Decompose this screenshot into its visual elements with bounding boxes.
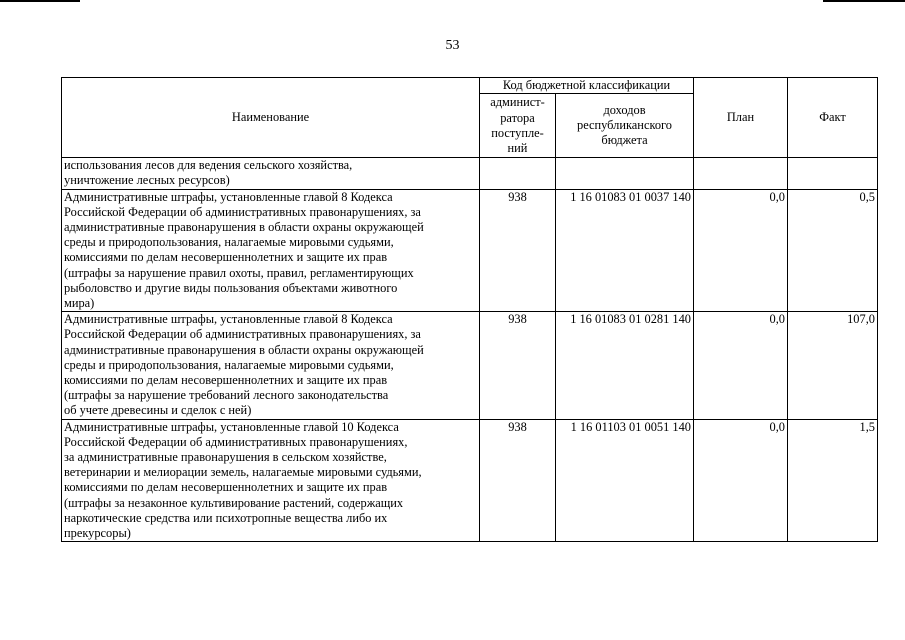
row-plan: 0,0	[694, 189, 788, 312]
budget-table	[61, 77, 878, 542]
row-fact: 1,5	[788, 419, 878, 542]
row-name: Административные штрафы, установленные главой 10 Кодекса Российской Федерации об административных правонарушениях, за административные правонарушения в сельском хозяйстве, ветеринарии и мелиорации земель, налагаемые мировыми судьями, комиссиями по делам несовершеннолетних и защите их прав (штрафы за незаконное культивирование растений, содержащих наркотические средства или психотропные вещества либо их прекурсоры)	[62, 419, 480, 542]
header-fact: Факт	[788, 78, 878, 158]
row-admin-code: 938	[480, 189, 556, 312]
row-fact: 0,5	[788, 189, 878, 312]
header-name: Наименование	[62, 78, 480, 158]
row-plan: 0,0	[694, 419, 788, 542]
row-revenue-code: 1 16 01083 01 0037 140	[556, 189, 694, 312]
row-fact	[788, 158, 878, 189]
row-revenue-code	[556, 158, 694, 189]
row-plan	[694, 158, 788, 189]
row-admin-code: 938	[480, 419, 556, 542]
row-revenue-code: 1 16 01083 01 0281 140	[556, 312, 694, 419]
row-admin-code: 938	[480, 312, 556, 419]
header-admin: админист- ратора поступле- ний	[480, 94, 556, 158]
header-plan: План	[694, 78, 788, 158]
table-row	[62, 189, 878, 312]
row-revenue-code: 1 16 01103 01 0051 140	[556, 419, 694, 542]
row-admin-code	[480, 158, 556, 189]
row-name: Административные штрафы, установленные главой 8 Кодекса Российской Федерации об административных правонарушениях, за административные правонарушения в области охраны окружающей среды и природопользования, налагаемые мировыми судьями, комиссиями по делам несовершеннолетних и защите их прав (штрафы за нарушение правил охоты, правил, регламентирующих рыболовство и другие виды пользования объектами животного мира)	[62, 189, 480, 312]
row-fact: 107,0	[788, 312, 878, 419]
header-revenue: доходов республиканского бюджета	[556, 94, 694, 158]
page-number: 53	[445, 38, 460, 53]
scan-artifact-left	[0, 0, 80, 2]
scan-artifact-right	[823, 0, 905, 2]
table-row	[62, 158, 878, 189]
table-row	[62, 419, 878, 542]
row-name: Административные штрафы, установленные главой 8 Кодекса Российской Федерации об административных правонарушениях, за административные правонарушения в области охраны окружающей среды и природопользования, налагаемые мировыми судьями, комиссиями по делам несовершеннолетних и защите их прав (штрафы за нарушение требований лесного законодательства об учете древесины и сделок с ней)	[62, 312, 480, 419]
row-plan: 0,0	[694, 312, 788, 419]
row-name: использования лесов для ведения сельского хозяйства, уничтожение лесных ресурсов)	[62, 158, 480, 189]
header-code-group: Код бюджетной классификации	[480, 78, 694, 94]
table-row	[62, 312, 878, 419]
